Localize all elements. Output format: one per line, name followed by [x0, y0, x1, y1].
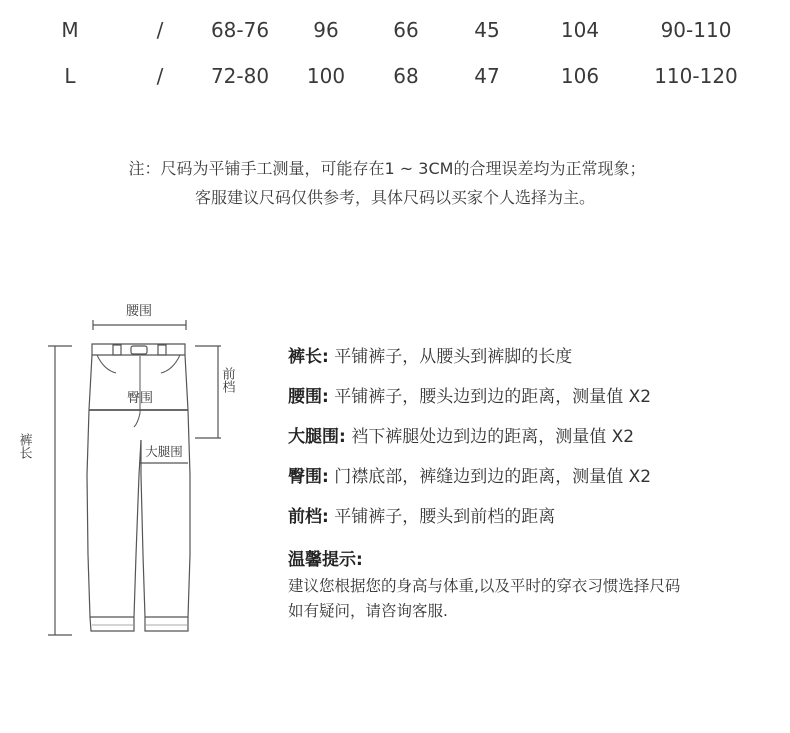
size-table	[0, 18, 790, 110]
size-row-l	[0, 64, 790, 110]
definition-row-front-rise	[288, 502, 788, 542]
pants-diagram	[0, 295, 280, 655]
definition-desc: 平铺裤子，腰头边到边的距离，测量值 X2	[328, 387, 652, 407]
size-value: 100	[306, 64, 346, 88]
thigh-label: 大腿围	[145, 444, 183, 459]
definition-term: 臀围:	[288, 467, 329, 487]
definition-desc: 平铺裤子，从腰头到裤脚的长度	[328, 347, 573, 367]
definition-row-waist	[288, 382, 788, 422]
pants-illustration	[0, 295, 280, 655]
size-label: L	[64, 64, 76, 88]
separator: /	[156, 18, 164, 42]
size-value: 47	[474, 64, 500, 88]
definition-term: 腰围:	[288, 387, 329, 407]
definition-desc: 门襟底部，裤缝边到边的距离，测量值 X2	[328, 467, 652, 487]
size-row-m	[0, 18, 790, 64]
measurement-definitions	[288, 342, 788, 542]
size-value: 96	[313, 18, 339, 42]
measurement-note-line1: 注：尺码为平铺手工测量，可能存在1 ~ 3CM的合理误差均为正常现象；	[128, 159, 646, 178]
definition-term: 裤长:	[288, 347, 329, 367]
definition-term: 前档:	[288, 507, 329, 527]
tips-title: 温馨提示:	[288, 550, 363, 570]
tips-line2: 如有疑问，请咨询客服.	[288, 602, 448, 620]
size-value: 72-80	[210, 64, 270, 88]
size-value: 104	[560, 18, 600, 42]
definition-term: 大腿围:	[288, 427, 346, 447]
size-value: 66	[393, 18, 419, 42]
tips-line1: 建议您根据您的身高与体重,以及平时的穿衣习惯选择尺码	[288, 577, 681, 595]
separator: /	[156, 64, 164, 88]
waist-label: 腰围	[125, 304, 153, 319]
front-rise-label: 前档	[219, 367, 235, 393]
size-value: 45	[474, 18, 500, 42]
definition-row-length	[288, 342, 788, 382]
definition-row-hip	[288, 462, 788, 502]
hip-label: 臀围	[126, 391, 154, 406]
definition-desc: 裆下裤腿处边到边的距离，测量值 X2	[345, 427, 635, 447]
size-value: 68	[393, 64, 419, 88]
size-label: M	[61, 18, 79, 42]
size-value: 90-110	[660, 18, 732, 42]
length-label: 裤长	[16, 433, 32, 459]
size-value: 68-76	[210, 18, 270, 42]
size-value: 106	[560, 64, 600, 88]
definition-row-thigh	[288, 422, 788, 462]
size-value: 110-120	[654, 64, 738, 88]
definition-desc: 平铺裤子，腰头到前档的距离	[328, 507, 556, 527]
measurement-note-line2: 客服建议尺码仅供参考，具体尺码以买家个人选择为主。	[194, 188, 595, 207]
